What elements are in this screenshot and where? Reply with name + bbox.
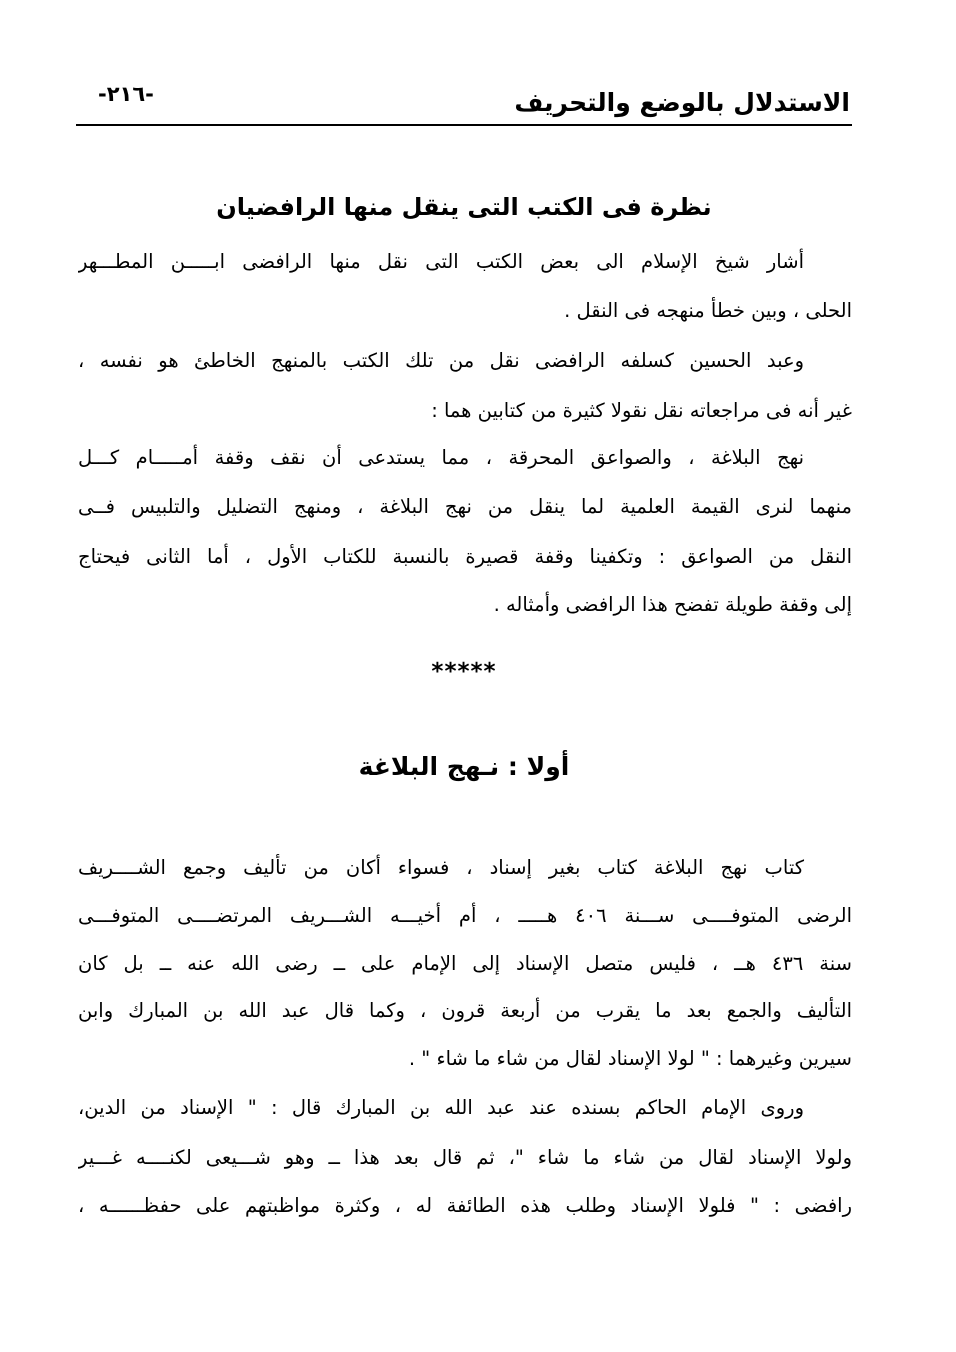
paragraph-line: كتاب نهج البلاغة كتاب بغير إسناد ، فسواء أكان من تأليف وجمع الشــــريف [78, 856, 804, 879]
paragraph-line: سنة ٤٣٦ هــ ، فليس متصل الإسناد إلى الإمام على ــ رضى الله عنه ــ بل كان [78, 952, 852, 975]
page-number: -٢١٦- [98, 82, 154, 106]
paragraph-line: سيرين وغيرهما : " لولا الإسناد لقال من شاء ما شاء " . [408, 1047, 852, 1070]
paragraph-line: التأليف والجمع بعد ما يقرب من أربعة قرون ، وكما قال عبد الله بن المبارك وابن [78, 999, 852, 1022]
paragraph-line: أشار شيخ الإسلام الى بعض الكتب التى نقل منها الرافضى ابـــــن المطـــهر [78, 250, 804, 273]
paragraph-line: غير أنه فى مراجعاته نقل نقولا كثيرة من كتابين هما : [431, 399, 852, 422]
paragraph-line: الحلى ، وبين خطأ منهجه فى النقل . [564, 299, 852, 322]
paragraph-line: إلى وقفة طويلة تفضح هذا الرافضى وأمثاله . [493, 593, 852, 616]
running-title: الاستدلال بالوضع والتحريف [514, 88, 850, 117]
section-separator: ***** [431, 659, 497, 685]
paragraph-line: النقل من الصواعق : وتكفينا وقفة قصيرة بالنسبة للكتاب الأول ، أما الثانى فيحتاج [78, 545, 852, 568]
running-header [76, 80, 850, 124]
section-heading-2: أولا : نـهج البلاغة [358, 752, 570, 781]
paragraph-line: منهما لنرى القيمة العلمية لما ينقل من نهج البلاغة ، ومنهج التضليل والتلبيس فــى [78, 495, 852, 518]
paragraph-line: نهج البلاغة ، والصواعق المحرقة ، مما يستدعى أن نقف وقفة أمـــــام كـــل [78, 446, 804, 469]
section-heading-1: نظرة فى الكتب التى ينقل منها الرافضيان [216, 193, 712, 221]
header-rule [76, 124, 852, 126]
paragraph-line: وعبد الحسين كسلفه الرافضى نقل من تلك الكتب بالمنهج الخاطئ هو نفسه ، [78, 349, 804, 372]
paragraph-line: وروى الإمام الحاكم بسنده عند عبد الله بن المبارك قال : " الإسناد من الدين، [78, 1096, 804, 1119]
paragraph-line: رافضى : " فلولا الإسناد وطلب هذه الطائفة له ، وكثرة مواظبتهم على حفظــــــه ، [78, 1194, 852, 1217]
paragraph-line: الرضى المتوفــــى ســـنة ٤٠٦ هـــــ ، أم أخيـــه الشـــريف المرتضــــى المتوفـــى [78, 904, 852, 927]
paragraph-line: ولولا الإسناد لقال من شاء ما شاء "، ثم قال بعد هذا ــ وهو شـــيعى لكنــــه غـــير [78, 1146, 852, 1169]
